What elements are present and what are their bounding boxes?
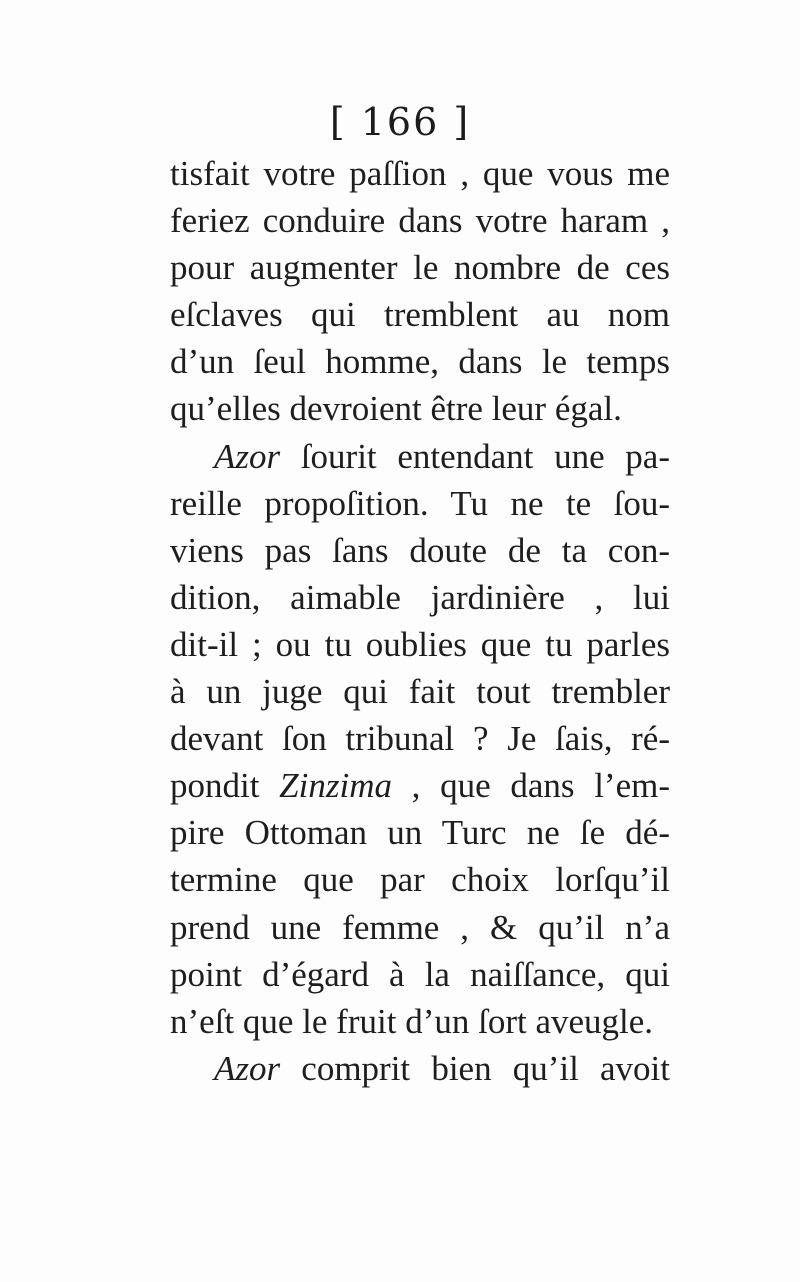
text-line [170, 951, 670, 998]
text-line [170, 621, 670, 668]
text-line [170, 527, 670, 574]
text-segment: termine que par choix lorſqu’il [170, 860, 670, 900]
text-segment: viens pas ſans doute de ta con- [170, 530, 670, 570]
text-line [170, 1045, 670, 1092]
text-segment: devant ſon tribunal ? Je ſais, ré- [170, 719, 670, 759]
text-line [170, 809, 670, 856]
italic-name: Zinzima [279, 766, 392, 806]
text-line [170, 244, 670, 291]
text-line [170, 197, 670, 244]
text-segment: à un juge qui fait tout trembler [170, 672, 670, 712]
text-line [170, 715, 670, 762]
text-segment: pondit [170, 766, 280, 806]
text-segment: eſclaves qui tremblent au nom [170, 295, 670, 335]
text-segment: pire Ottoman un Turc ne ſe dé- [170, 813, 670, 853]
text-segment: d’un ſeul homme, dans le temps [170, 342, 670, 382]
text-segment: dit-il ; ou tu oublies que tu parles [170, 624, 670, 664]
text-line [170, 762, 670, 809]
page-number: [ 166 ] [329, 100, 471, 144]
text-segment: reille propoſition. Tu ne te ſou- [170, 483, 670, 523]
text-segment: tisfait votre paſſion , que vous me [170, 154, 670, 193]
text-line [170, 433, 670, 480]
text-line [170, 150, 670, 197]
text-segment: n’eſt que le fruit d’un ſort aveugle. [170, 1001, 654, 1041]
text-segment: pour augmenter le nombre de ces [170, 248, 670, 288]
body-text [170, 150, 670, 1092]
text-line [170, 856, 670, 903]
text-line [170, 904, 670, 951]
text-line [170, 574, 670, 621]
text-segment: point d’égard à la naiſſance, qui [170, 954, 670, 994]
text-line [170, 668, 670, 715]
text-segment: ſourit entendant une pa- [280, 436, 670, 476]
text-line [170, 338, 670, 385]
text-line [170, 291, 670, 338]
text-line [170, 385, 670, 432]
text-line [170, 480, 670, 527]
text-segment: prend une femme , & qu’il n’a [170, 907, 670, 947]
italic-name: Azor [214, 1048, 281, 1088]
text-line [170, 998, 670, 1045]
text-segment: , que dans l’em- [391, 766, 671, 806]
text-segment: qu’elles devroient être leur égal. [170, 389, 622, 429]
text-segment: dition, aimable jardinière , lui [170, 577, 670, 617]
text-segment: comprit bien qu’il avoit [280, 1048, 670, 1088]
italic-name: Azor [214, 436, 281, 476]
text-segment: feriez conduire dans votre haram , [170, 201, 670, 241]
